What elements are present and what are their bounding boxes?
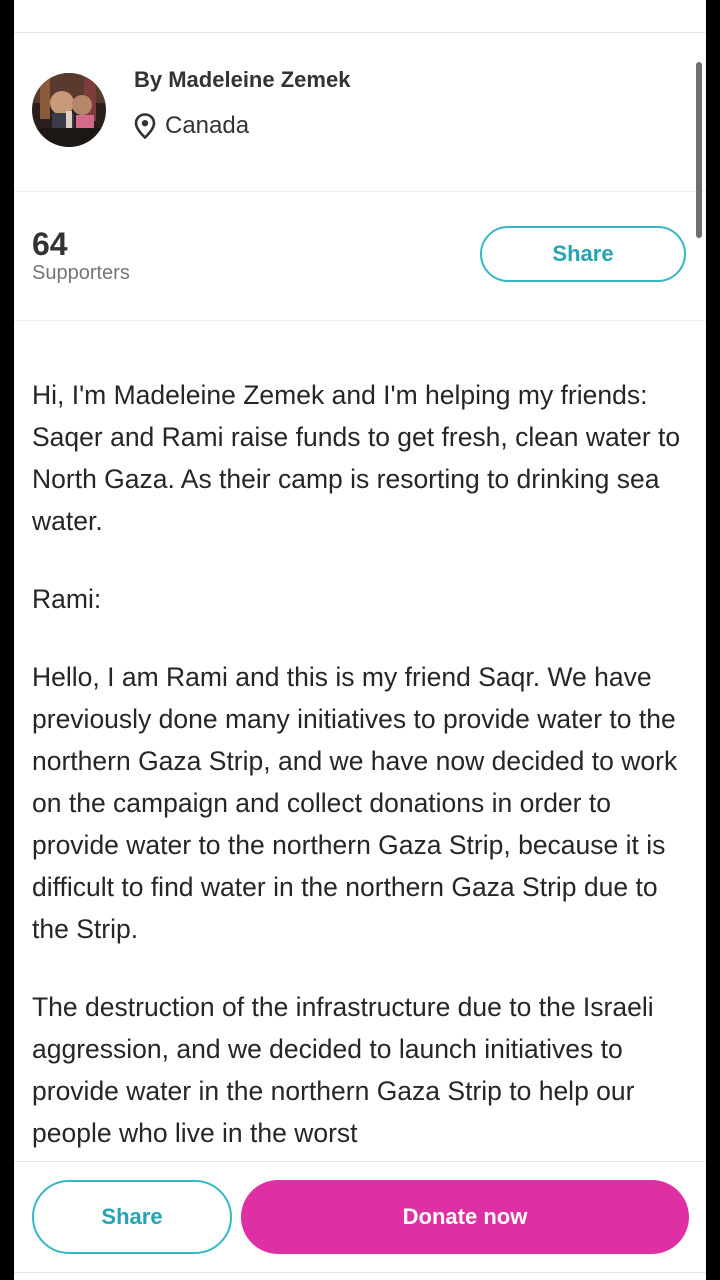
story-text [32,374,692,1190]
section-divider [14,320,706,321]
fundraiser-page [14,0,706,1280]
organizer-section [14,33,706,191]
supporters-section [14,192,706,320]
bottom-divider [14,1272,706,1273]
organizer-name: By Madeleine Zemek [134,67,351,92]
share-bottom-button[interactable]: Share [32,1180,232,1254]
share-button[interactable]: Share [480,226,686,282]
scrollbar[interactable] [696,62,702,238]
profile-photo-icon [32,73,106,147]
location-text: Canada [165,112,250,139]
story-paragraph: The destruction of the infrastructure due to the Israeli aggression, and we decided to launch initiatives to provide water in the northern Gaza Strip to help our people who live in the worst [32,992,654,1148]
location-row [134,111,249,141]
donate-now-button[interactable]: Donate now [241,1180,689,1254]
supporters-count: 64 [32,226,68,262]
story-paragraph: Hi, I'm Madeleine Zemek and I'm helping my friends: Saqer and Rami raise funds to get fresh, clean water to North Gaza. As their camp is resorting to drinking sea water. [32,380,681,536]
story-paragraph: Rami: [32,584,102,614]
supporters-label: Supporters [32,262,130,284]
bottom-action-bar [14,1161,706,1280]
avatar[interactable] [32,73,106,147]
location-pin-icon [134,113,156,139]
story-paragraph: Hello, I am Rami and this is my friend Saqr. We have previously done many initiatives to provide water to the northern Gaza Strip, and we have now decided to work on the campaign and collect donations in order to provide water to the northern Gaza Strip, because it is difficult to find water in the northern Gaza Strip due to the Strip. [32,662,678,944]
